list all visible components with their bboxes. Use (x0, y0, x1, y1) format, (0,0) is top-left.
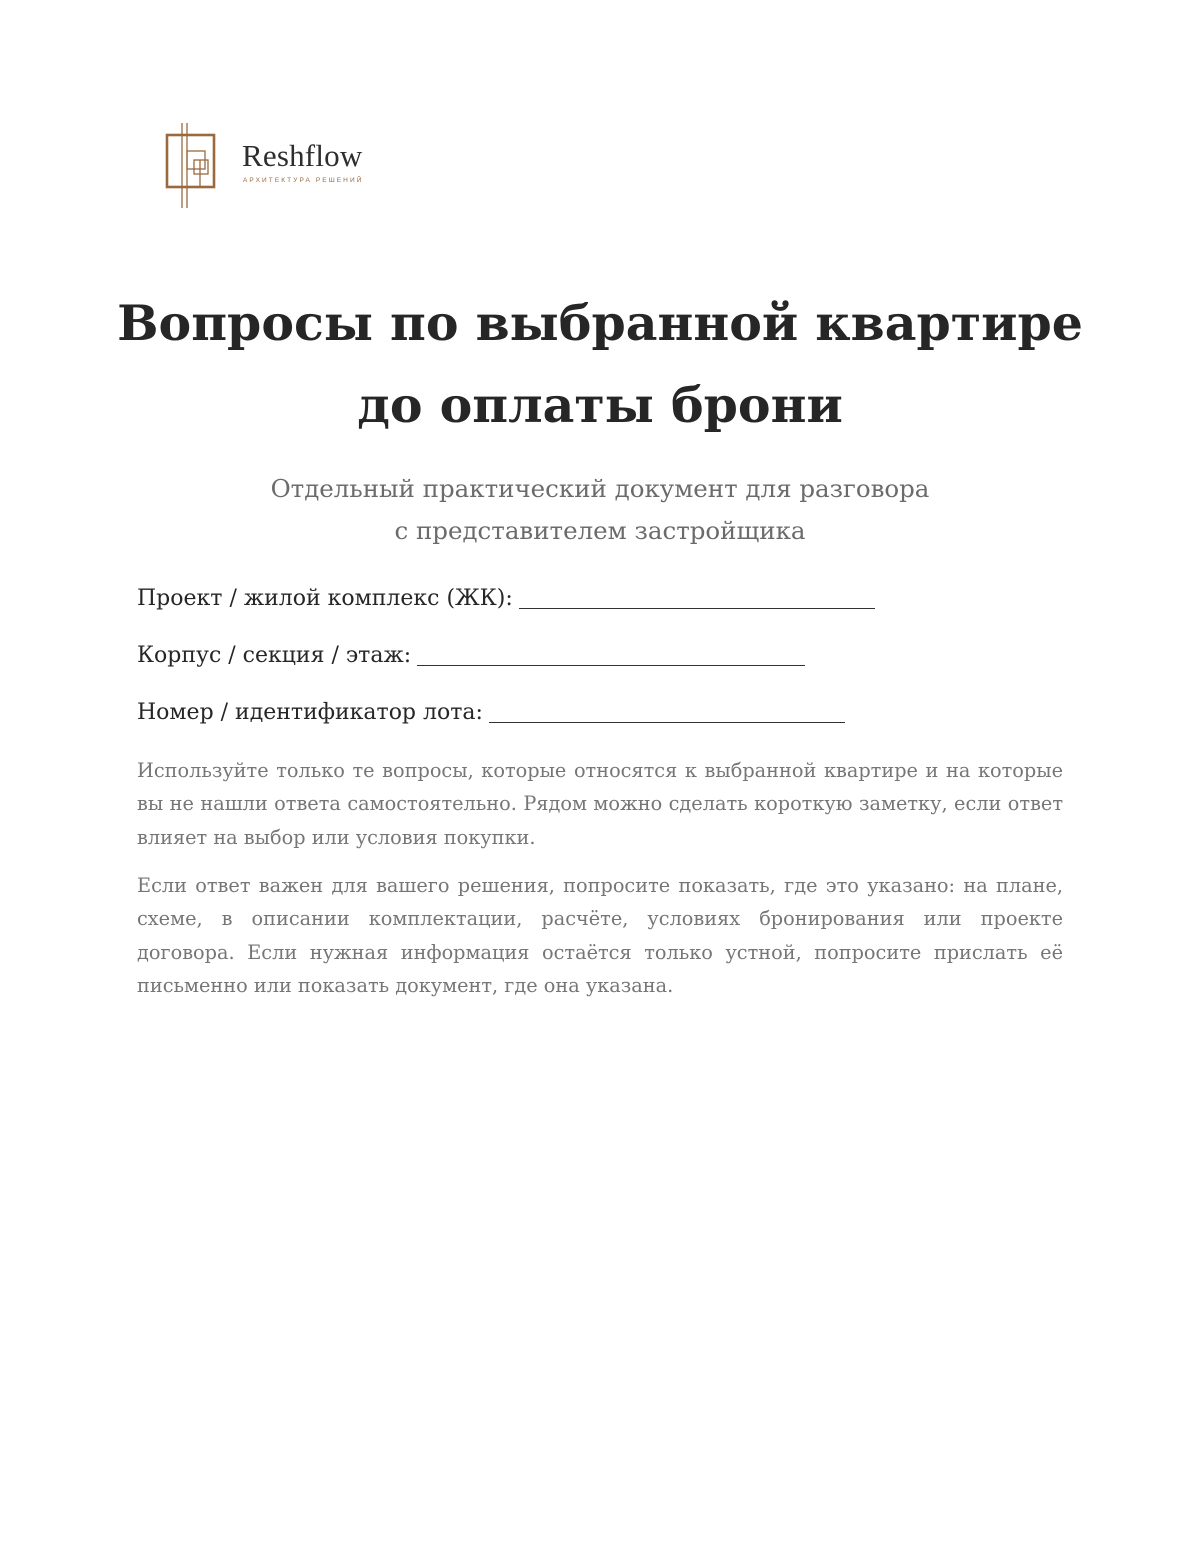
page-title-line-2: до оплаты брони (357, 376, 843, 434)
logo-name: Reshflow (242, 138, 363, 173)
brand-logo (160, 118, 390, 213)
page-title-line-1: Вопросы по выбранной квартире (117, 294, 1083, 352)
field-lot (137, 700, 845, 725)
field-building-label: Корпус / секция / этаж: (137, 643, 412, 668)
field-lot-label: Номер / идентификатор лота: (137, 700, 483, 725)
field-project-label: Проект / жилой комплекс (ЖК): (137, 586, 513, 611)
field-lot-blank (489, 700, 845, 723)
logo-mark-icon (160, 118, 220, 213)
field-project-blank (519, 586, 875, 609)
page-subtitle-line-2: с представителем застройщика (394, 516, 806, 545)
page-subtitle (0, 468, 1200, 552)
instruction-paragraph-1: Используйте только те вопросы, которые относятся к выбранной квартире и на которые вы не нашли ответа самостоятельно. Рядом можно сделать короткую заметку, если ответ влияет на выбор или условия покупки. (137, 759, 1063, 849)
instruction-paragraph-2: Если ответ важен для вашего решения, попросите показать, где это указано: на плане, схеме, в описании комплектации, расчёте, условиях бронирования или проекте договора. Если нужная информация остаётся только устной, попросите прислать её письменно или показать документ, где она указана. (137, 874, 1063, 997)
logo-tagline: АРХИТЕКТУРА РЕШЕНИЙ (243, 177, 364, 184)
page-title (0, 282, 1200, 446)
field-project (137, 586, 875, 611)
field-building (137, 643, 805, 668)
page-subtitle-line-1: Отдельный практический документ для разговора (270, 474, 930, 503)
field-building-blank (417, 643, 805, 666)
